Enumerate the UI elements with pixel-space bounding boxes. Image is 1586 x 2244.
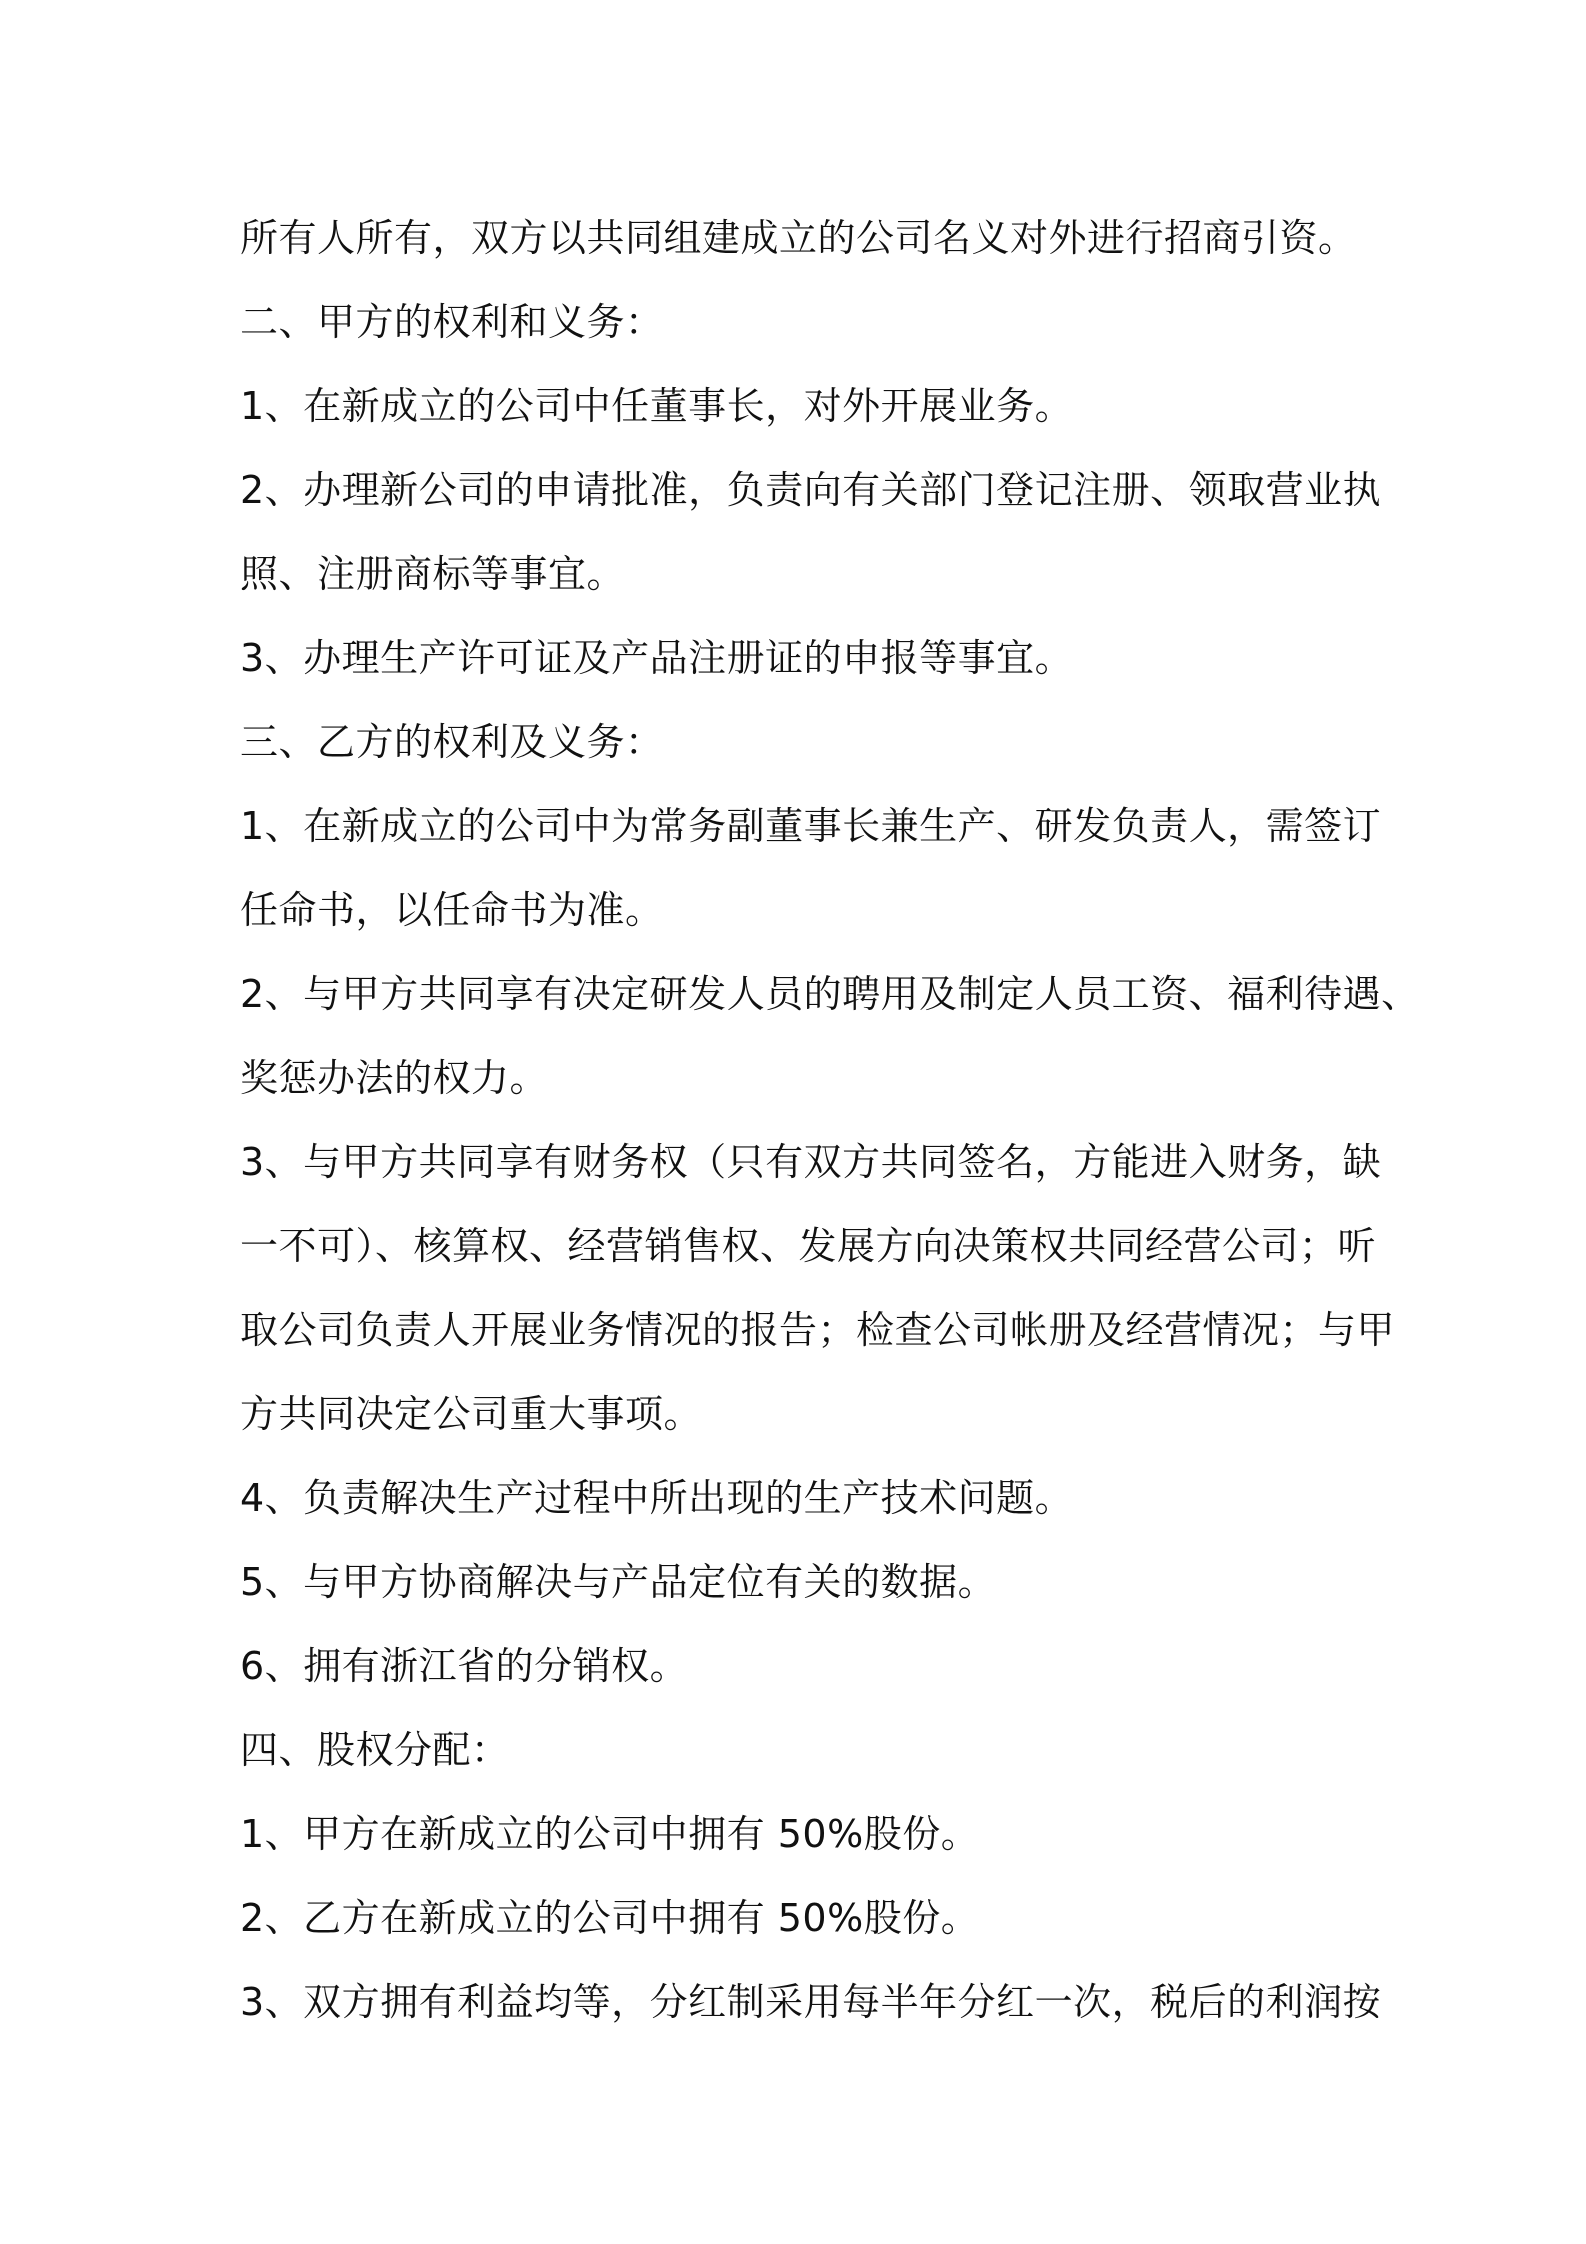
section-heading-party-a: 二、甲方的权利和义务： xyxy=(240,300,664,344)
body-line: 奖惩办法的权力。 xyxy=(240,1056,549,1100)
body-line: 方共同决定公司重大事项。 xyxy=(240,1392,703,1436)
body-line: 取公司负责人开展业务情况的报告；检查公司帐册及经营情况；与甲 xyxy=(240,1308,1396,1352)
body-line: 1、甲方在新成立的公司中拥有 50%股份。 xyxy=(240,1812,980,1856)
body-line: 1、在新成立的公司中任董事长，对外开展业务。 xyxy=(240,384,1074,428)
body-line: 2、办理新公司的申请批准，负责向有关部门登记注册、领取营业执 xyxy=(240,468,1382,512)
body-line: 所有人所有，双方以共同组建成立的公司名义对外进行招商引资。 xyxy=(240,216,1357,260)
body-line: 6、拥有浙江省的分销权。 xyxy=(240,1644,689,1688)
section-heading-party-b: 三、乙方的权利及义务： xyxy=(240,720,664,764)
body-line: 任命书，以任命书为准。 xyxy=(240,888,664,932)
document-body xyxy=(240,196,1420,2044)
body-line: 1、在新成立的公司中为常务副董事长兼生产、研发负责人，需签订 xyxy=(240,804,1382,848)
body-line: 2、与甲方共同享有决定研发人员的聘用及制定人员工资、福利待遇、 xyxy=(240,972,1420,1016)
body-line: 4、负责解决生产过程中所出现的生产技术问题。 xyxy=(240,1476,1074,1520)
body-line: 一不可）、核算权、经营销售权、发展方向决策权共同经营公司；听 xyxy=(240,1224,1377,1268)
body-line: 3、与甲方共同享有财务权（只有双方共同签名，方能进入财务，缺 xyxy=(240,1140,1382,1184)
body-line: 照、注册商标等事宜。 xyxy=(240,552,626,596)
section-heading-equity: 四、股权分配： xyxy=(240,1728,510,1772)
body-line: 2、乙方在新成立的公司中拥有 50%股份。 xyxy=(240,1896,980,1940)
body-line: 3、双方拥有利益均等，分红制采用每半年分红一次，税后的利润按 xyxy=(240,1980,1382,2024)
body-line: 5、与甲方协商解决与产品定位有关的数据。 xyxy=(240,1560,997,1604)
body-line: 3、办理生产许可证及产品注册证的申报等事宜。 xyxy=(240,636,1074,680)
